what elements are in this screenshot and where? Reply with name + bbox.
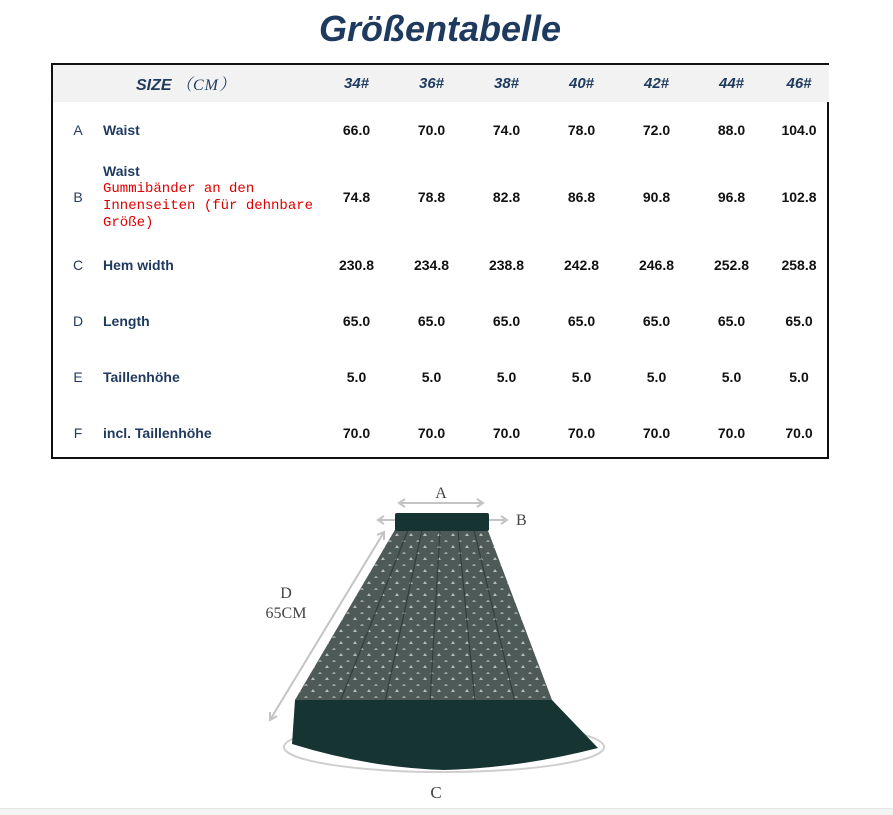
size-label: SIZE	[135, 77, 172, 94]
table-cell: 96.8	[717, 189, 746, 205]
table-cell: 65.0	[785, 313, 813, 329]
table-row	[53, 405, 829, 461]
table-cell: 5.0	[571, 369, 592, 385]
table-cell: 70.0	[342, 425, 371, 441]
table-cell: 65.0	[567, 313, 596, 329]
row-label: Waist	[103, 121, 140, 138]
table-cell: 66.0	[342, 121, 371, 138]
table-cell: 65.0	[417, 313, 446, 329]
table-cell: 65.0	[717, 313, 746, 329]
table-cell: 252.8	[713, 257, 750, 273]
row-label: Hem width	[103, 257, 174, 273]
table-cell: 65.0	[492, 313, 521, 329]
row-label: Taillenhöhe	[103, 369, 180, 385]
table-row	[53, 349, 829, 405]
row-label: Length	[103, 313, 150, 329]
table-cell: 88.0	[717, 121, 746, 138]
table-cell: 230.8	[338, 257, 375, 273]
table-cell: 70.0	[717, 425, 746, 441]
row-letter: E	[73, 369, 83, 385]
table-cell: 234.8	[413, 257, 450, 273]
table-row	[53, 102, 829, 157]
header-row	[53, 65, 829, 102]
label-c: C	[430, 783, 442, 802]
table-cell: 65.0	[342, 313, 371, 329]
size-header-38: 38#	[493, 75, 520, 92]
hem-band	[292, 700, 598, 770]
row-letter: D	[72, 313, 84, 329]
table-cell: 5.0	[646, 369, 667, 385]
label-d-value: 65CM	[265, 605, 307, 622]
row-label: incl. Taillenhöhe	[103, 425, 212, 441]
table-cell: 70.0	[492, 425, 521, 441]
row-label: Waist	[103, 162, 140, 179]
table-cell: 242.8	[563, 257, 600, 273]
table-cell: 5.0	[346, 369, 367, 385]
size-header-34: 34#	[343, 75, 370, 92]
table-cell: 74.0	[492, 121, 521, 138]
table-cell: 70.0	[417, 425, 446, 441]
unit-label: （CM）	[176, 77, 237, 94]
table-cell: 104.0	[781, 121, 817, 138]
table-cell: 238.8	[488, 257, 525, 273]
table-cell: 5.0	[721, 369, 742, 385]
table-cell: 82.8	[492, 189, 521, 205]
table-cell: 65.0	[642, 313, 671, 329]
size-header-42: 42#	[643, 75, 670, 92]
table-cell: 5.0	[496, 369, 517, 385]
size-header-40: 40#	[568, 75, 595, 92]
table-cell: 102.8	[781, 189, 817, 205]
size-chart-table	[53, 65, 829, 461]
label-d: D	[280, 585, 292, 602]
table-cell: 70.0	[785, 425, 813, 441]
table-cell: 86.8	[567, 189, 596, 205]
row-letter: F	[73, 425, 83, 441]
elastic-note: Gummibänder an den Innenseiten (für dehnbare Größe)	[103, 180, 314, 231]
size-header	[53, 65, 319, 102]
table-row	[53, 157, 829, 237]
table-row	[53, 237, 829, 293]
size-header-44: 44#	[718, 75, 745, 92]
table-cell: 72.0	[642, 121, 671, 138]
table-cell: 74.8	[342, 189, 371, 205]
row-letter: B	[73, 189, 83, 205]
skirt-diagram	[240, 470, 620, 810]
table-cell: 70.0	[417, 121, 446, 138]
table-cell: 90.8	[642, 189, 671, 205]
table-cell: 246.8	[638, 257, 675, 273]
row-label-cell	[103, 157, 319, 237]
table-cell: 70.0	[642, 425, 671, 441]
row-letter: A	[73, 121, 83, 138]
table-cell: 78.8	[417, 189, 446, 205]
row-letter: C	[72, 257, 84, 273]
table-cell: 78.0	[567, 121, 596, 138]
table-cell: 258.8	[781, 257, 817, 273]
size-header-36: 36#	[418, 75, 445, 92]
table-cell: 5.0	[789, 369, 809, 385]
page-title: Größentabelle	[318, 8, 562, 49]
label-a: A	[435, 485, 447, 502]
table-cell: 70.0	[567, 425, 596, 441]
table-cell: 5.0	[421, 369, 442, 385]
table-row	[53, 293, 829, 349]
label-b: B	[516, 512, 527, 529]
waistband	[395, 513, 489, 531]
size-header-46: 46#	[786, 75, 812, 92]
size-table	[51, 63, 829, 459]
